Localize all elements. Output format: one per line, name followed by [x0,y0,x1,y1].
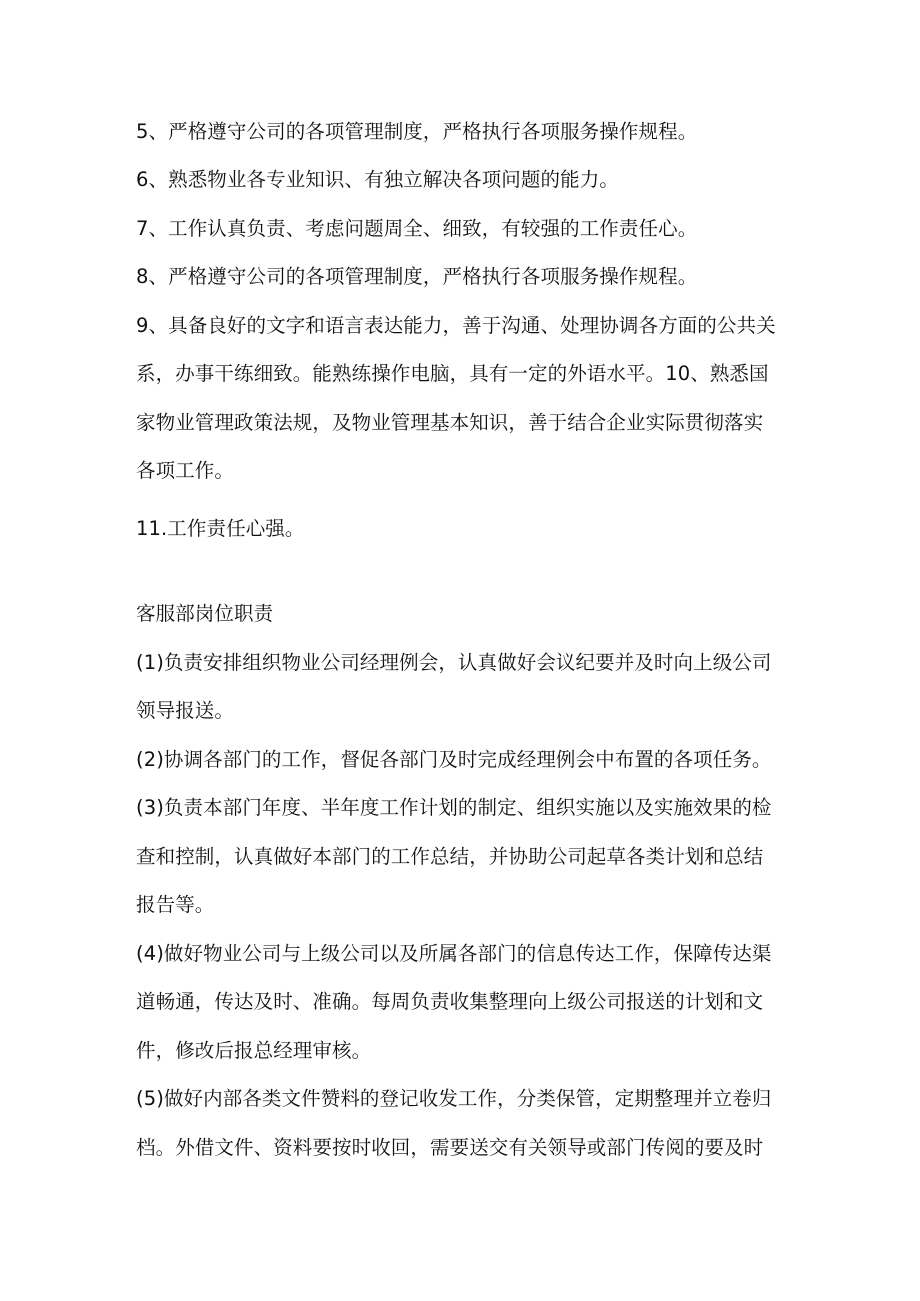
text-line: (4)做好物业公司与上级公司以及所属各部门的信息传达工作，保障传达渠 [136,942,772,965]
text-line: 家物业管理政策法规，及物业管理基本知识，善于结合企业实际贯彻落实 [136,411,764,434]
text-line: 5、严格遵守公司的各项管理制度，严格执行各项服务操作规程。 [136,120,698,143]
text-line: 各项工作。 [136,459,235,482]
text-line: (3)负责本部门年度、半年度工作计划的制定、组织实施以及实施效果的检 [136,796,772,819]
text-line: 道畅通，传达及时、准确。每周负责收集整理向上级公司报送的计划和文 [136,990,764,1013]
text-line: (2)协调各部门的工作，督促各部门及时完成经理例会中布置的各项任务。 [136,748,772,771]
section-heading: 客服部岗位职责 [136,602,274,625]
text-line: 8、严格遵守公司的各项管理制度，严格执行各项服务操作规程。 [136,265,698,288]
text-line: 6、熟悉物业各专业知识、有独立解决各项问题的能力。 [136,168,619,191]
text-line: 9、具备良好的文字和语言表达能力，善于沟通、处理协调各方面的公共关 [136,314,776,337]
text-line: (1)负责安排组织物业公司经理例会，认真做好会议纪要并及时向上级公司 [136,651,772,674]
text-line: 报告等。 [136,893,215,916]
text-line: 系，办事干练细致。能熟练操作电脑，具有一定的外语水平。10、熟悉国 [136,362,769,385]
text-line: (5)做好内部各类文件赞料的登记收发工作，分类保管，定期整理并立卷归 [136,1087,772,1110]
text-line: 件，修改后报总经理审核。 [136,1039,372,1062]
text-line: 档。外借文件、资料要按时收回，需要送交有关领导或部门传阅的要及时 [136,1136,764,1159]
text-line: 7、工作认真负责、考虑问题周全、细致，有较强的工作责任心。 [136,217,698,240]
text-line: 查和控制，认真做好本部门的工作总结，并协助公司起草各类计划和总结 [136,845,764,868]
text-line: 领导报送。 [136,699,235,722]
text-line: 11.工作责任心强。 [136,517,305,540]
